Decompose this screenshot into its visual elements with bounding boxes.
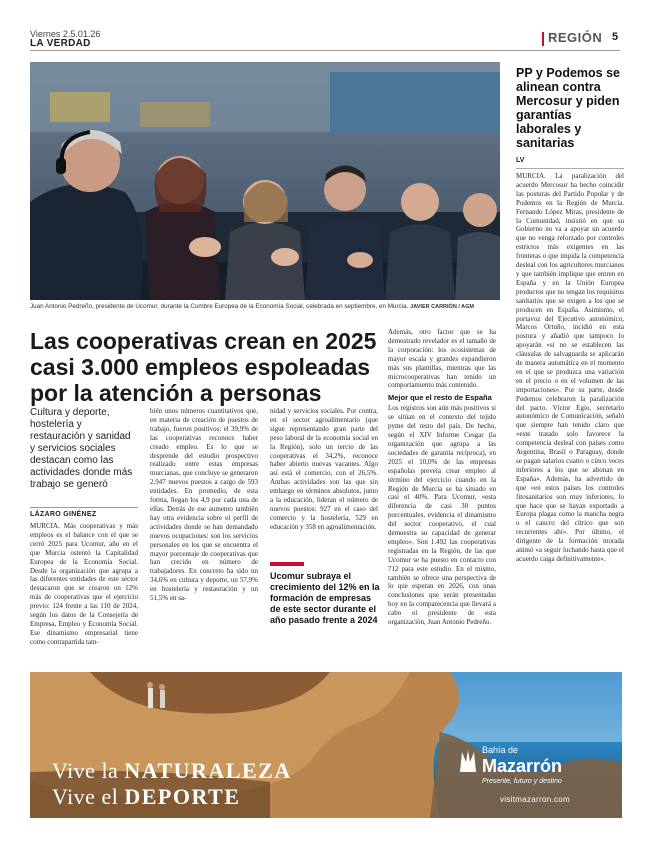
sidebar-signature: LV [516,157,525,164]
edition-date: Viernes 2.5.01.26 [30,29,101,39]
article-subtitle: Mejor que el resto de España [388,393,492,403]
ad-brand-tagline: Presente, futuro y destino [482,778,562,785]
sidebar-rule [516,168,624,169]
article-column-3: nidad y servicios sociales. Por contra, en el sector agroalimentario (que sigue representando gran parte del peso laboral de la economía social en la Región), solo un tercio de las cooperativas el 34,2%, reconoce haber abierto nuevas vacantes. Algo así está el comercio, con el 26,5%. Ambas actividades son las que sin embargo en términos absolutos, junto a la educación, lideran el número de nuevos puestos: 927 en el caso del comercio y la hostelería, 529 en educación y 358 en agroalimentación. [270,407,378,531]
audience-applauding-image [30,62,500,300]
ad-brand-name: Mazarrón [482,756,563,776]
ad-brand-prefix: Bahía de [482,745,519,755]
ad-slogan-nature-word: NATURALEZA [124,758,292,783]
ad-slogan-sport [52,784,240,810]
column-4-body: Los registros son aún más positivos si se sitúan en el contexto del tejido pyme del resto del país. De hecho, según el XIV Informe Cesgar (la organización que agrupa a las sociedades de garantía recíproca), en 2025 el 10,0% de las empresas españolas preveía crear empleo al término del ejercicio cuando en la Región de Murcia se ha situado en casi el 40%. Para Ucomur, «esta diferencia de casi 30 puntos porcentuales, evidencia el dinamismo del sector cooperativo, el cual demuestra su capacidad de generar empleo». Son 1.492 las cooperativas registradas en la Región, de las que Ucomur se ha puesto en contacto con 712 para este estudio. En el mismo, también se ofrece una perspectiva de lo que esperan en 2026, con unas conclusiones que serán presentadas hoy en la comparecencia que llevará a cabo el presidente de esta organización, Juan Antonio Pedreño. [388,404,496,627]
article-column-4 [388,328,496,627]
section-marker [542,32,544,46]
article-byline: LÁZARO GINÉNEZ [30,507,138,518]
sidebar-body: MURCIA. La paralización del acuerdo Mercosur ha hecho coincidir las posturas del Partido Popular y de Podemos en la Región de Murcia. Fernando López Miras, presidente de la Comunidad, insistió en que su Gobierno no va a apoyar un acuerdo que no venga reforzado por controles estrictos más exigentes en las fronteras o que impida la competencia desleal con los agricultores murcianos y que también implique que entren en España y en la Unión Europea productos que no tengan los requisitos sanitarios que se exigen a los que se producen en España. Asimismo, el portavoz del Ejecutivo autonómico, Marcos Ortuño, incidió en esta postura y añadió que tampoco lo apoyarán «si no se establecen las cláusulas de salvaguarda se aplicarán de manera automática en el momento en el que se produzca una variación en el precio o en el volumen de las importaciones». Por su parte, desde Podemos celebraron la paralización del pacto. Víctor Egío, secretario autonómico de Comunicación, señaló que siempre han tenido claro que «este tratado solo favorece la competencia desleal con países como Argentina, Brasil o Paraguay, donde se pagan salarios cuatro o cinco veces inferiores a los que se abonan en España». Además, ha advertido de que «en estos países los controles fitosanitarios son muy inferiores, lo que hace que se hayan exportado a Europa plagas como la mancha negra o el cancro del cítrico que son recurrentes ahí». Por último, el dirigente de la formación morada animó «a seguir luchando hasta que el acuerdo caiga definitivamente». [516,172,624,563]
column-4-intro: Además, otro factor que se ha demostrado revelador es el tamaño de la corporación: los ecosistemas de mayor escala y grandes expandieron más sus plantillas, mientras que las microcooperativas han tenido un comportamiento más contenido. [388,328,496,390]
article-subhead: Cultura y deporte, hostelería y restauración y sanidad y servicios sociales destacan como las actividades donde más trabajo se generó [30,407,133,490]
ad-slogan-nature [52,758,292,784]
photo-credit: JAVIER CARRIÓN / AGM [410,304,475,310]
newspaper-name: LA VERDAD [30,38,91,49]
section-name: REGIÓN [548,30,603,45]
article-column-1: MURCIA. Más cooperativas y más empleos es el balance con el que se cerró 2025 para Ucomur, año en el que Murcia ostentó la Capitalidad Europea de la Economía Social. Desde la organización que agrupa a las diferentes entidades de este sector destacaron que se crearon un 12% más de cooperativas que el ejercicio previo: 124 frente a las 110 de 2024, según los datos de la Consejería de Empresa, Empleo y Economía Social. Ese dinamismo empresarial tiene como contrapartida tam- [30,522,138,646]
article-headline: Las cooperativas crean en 2025 casi 3.000 empleos espoleadas por la atención a personas [30,328,377,406]
ad-slogan-sport-prefix: Vive el [52,784,119,809]
header-rule [30,50,620,51]
photo-caption [30,303,500,310]
article-column-2: bién unos números cuantitativos que, en materia de creación de puestos de trabajo, fueron positivos: el 39,9% de las cooperativas reconoce haber creado empleo. Es lo que se desprende del estudio prospectivo realizado entre estas empresas murcianas, que concluye se generaron 2.947 nuevos puestos a cargo de 593 entidades. En promedio, de esta forma, llegan los 4,9 por cada una de ellas. Detrás de ese aumento también hay otra evidencia sobre el perfil de actividades donde se han demandado nuevos ocupaciones: son los servicios personales en los que se encuentra el mayor porcentaje de cooperativas que han crecido en número de trabajadores. En concreto ha sido un 34,6% en cultura y deporte, un 57,9% en hostelería y restauración y un 51,5% en sa- [150,407,258,603]
ad-website-link[interactable]: visitmazarron.com [500,795,571,804]
conference-photo [30,62,500,300]
ad-slogan-sport-word: DEPORTE [124,784,241,809]
highlight-accent-bar [270,562,304,566]
sidebar-headline: PP y Podemos se alinean contra Mercosur y piden garantías laborales y sanitarias [516,66,620,150]
mazarron-logo-icon [458,748,478,779]
article-highlight-quote: Ucomur subraya el crecimiento del 12% en la formación de empresas de este sector durante el año pasado frente a 2024 [270,571,380,625]
page-number: 5 [612,31,619,43]
caption-text: Juan Antonio Pedreño, presidente de Ucomur, durante la Cumbre Europea de la Economía Social, celebrada en septiembre, en Murcia. [30,303,409,310]
ad-slogan-nature-prefix: Vive la [52,758,119,783]
